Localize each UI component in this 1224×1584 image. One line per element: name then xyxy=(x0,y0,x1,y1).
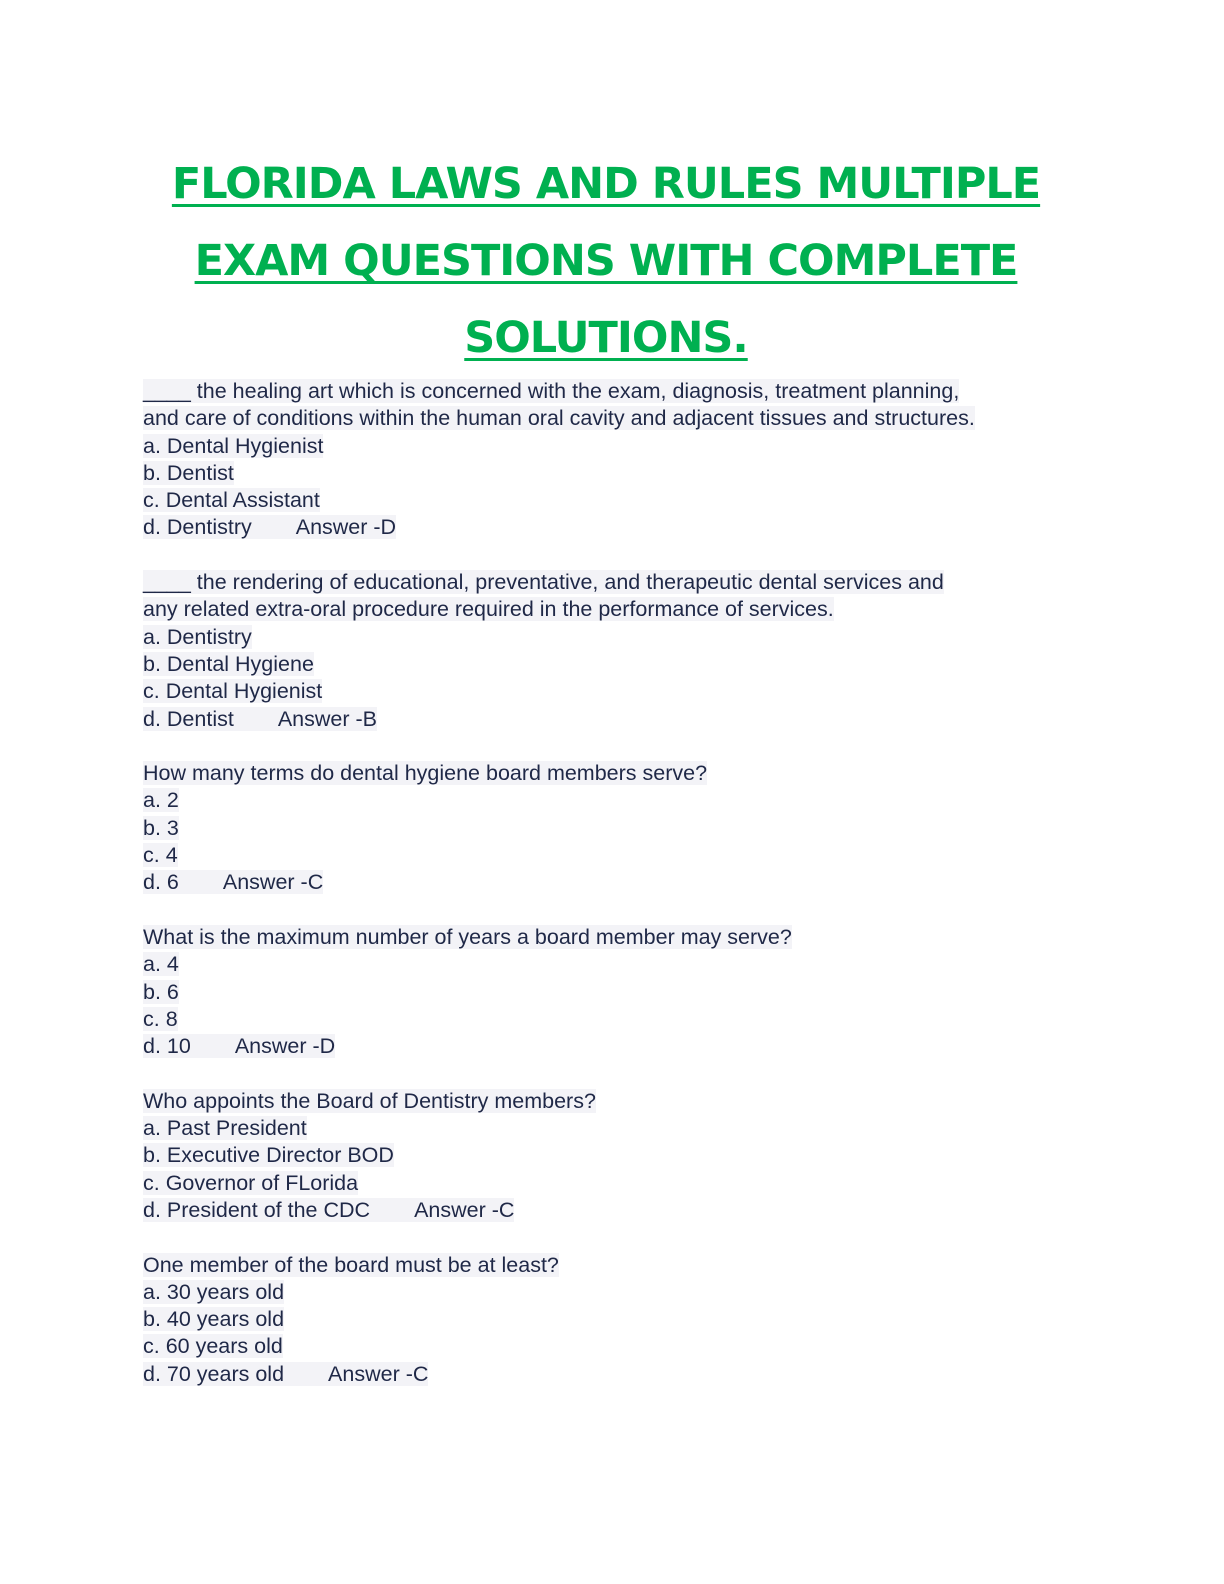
option-text xyxy=(143,707,377,731)
option-line xyxy=(143,815,1103,842)
option-line xyxy=(143,651,1103,678)
option-label: d. Dentist xyxy=(143,706,234,731)
option-label: c. Governor of FLorida xyxy=(143,1170,359,1195)
option-line xyxy=(143,1333,1103,1360)
option-text xyxy=(143,843,178,867)
question-text: ____ the rendering of educational, preventative, and therapeutic dental services and xyxy=(143,570,944,595)
option-label: c. 8 xyxy=(143,1006,178,1031)
option-label: b. Dental Hygiene xyxy=(143,651,314,676)
option-text xyxy=(143,1362,428,1386)
question-list xyxy=(143,378,1103,1415)
question-block xyxy=(143,760,1103,896)
option-label: a. 2 xyxy=(143,788,179,813)
option-line xyxy=(143,869,1103,896)
option-text xyxy=(143,1034,335,1058)
option-label: d. 6 xyxy=(143,870,179,895)
option-line xyxy=(143,1006,1103,1033)
option-line xyxy=(143,951,1103,978)
answer-text: Answer -C xyxy=(328,1361,429,1386)
option-line xyxy=(143,433,1103,460)
option-label: b. 6 xyxy=(143,979,179,1004)
option-text xyxy=(143,870,323,894)
option-line xyxy=(143,706,1103,733)
option-label: a. 30 years old xyxy=(143,1279,285,1304)
option-text xyxy=(143,1280,284,1304)
answer-text: Answer -D xyxy=(234,1034,336,1059)
question-block xyxy=(143,1252,1103,1388)
option-line xyxy=(143,1033,1103,1060)
option-line xyxy=(143,1306,1103,1333)
option-label: d. 10 xyxy=(143,1034,191,1059)
option-line xyxy=(143,1279,1103,1306)
option-text xyxy=(143,625,252,649)
option-text xyxy=(143,980,179,1004)
option-text xyxy=(143,1198,514,1222)
question-text: One member of the board must be at least? xyxy=(143,1252,559,1277)
question-block xyxy=(143,924,1103,1060)
option-label: a. Past President xyxy=(143,1116,307,1141)
question-block xyxy=(143,569,1103,733)
question-text-line xyxy=(143,405,1103,432)
question-text-line xyxy=(143,1088,1103,1115)
question-text-line xyxy=(143,924,1103,951)
option-text xyxy=(143,488,320,512)
option-text xyxy=(143,1007,178,1031)
option-text xyxy=(143,952,179,976)
option-line xyxy=(143,1361,1103,1388)
option-label: a. 4 xyxy=(143,952,179,977)
option-text xyxy=(143,515,396,539)
option-label: c. Dental Assistant xyxy=(143,488,320,513)
option-text xyxy=(143,1171,358,1195)
option-label: b. 3 xyxy=(143,815,179,840)
option-text xyxy=(143,788,179,812)
option-line xyxy=(143,1115,1103,1142)
answer-text: Answer -C xyxy=(414,1197,515,1222)
option-text xyxy=(143,1143,394,1167)
question-text: What is the maximum number of years a board member may serve? xyxy=(143,924,792,949)
question-text: Who appoints the Board of Dentistry members? xyxy=(143,1088,596,1113)
option-label: d. 70 years old xyxy=(143,1361,285,1386)
option-line xyxy=(143,487,1103,514)
question-text-line xyxy=(143,1252,1103,1279)
option-label: d. Dentistry xyxy=(143,515,252,540)
question-text-line xyxy=(143,760,1103,787)
option-text xyxy=(143,1334,283,1358)
option-line xyxy=(143,460,1103,487)
option-text xyxy=(143,679,322,703)
option-line xyxy=(143,624,1103,651)
option-line xyxy=(143,1170,1103,1197)
answer-text: Answer -D xyxy=(295,515,397,540)
option-line xyxy=(143,979,1103,1006)
option-line xyxy=(143,1197,1103,1224)
question-block xyxy=(143,1088,1103,1224)
document-title-text: FLORIDA LAWS AND RULES MULTIPLE EXAM QUESTIONS WITH COMPLETE SOLUTIONS. xyxy=(171,159,1041,363)
option-label: c. 60 years old xyxy=(143,1334,283,1359)
option-text xyxy=(143,434,323,458)
question-text-line xyxy=(143,596,1103,623)
option-line xyxy=(143,787,1103,814)
option-line xyxy=(143,514,1103,541)
option-line xyxy=(143,1142,1103,1169)
answer-text: Answer -B xyxy=(277,706,377,731)
option-label: b. Dentist xyxy=(143,460,234,485)
question-text: ____ the healing art which is concerned with the exam, diagnosis, treatment planning, xyxy=(143,379,960,403)
option-text xyxy=(143,461,234,485)
question-text: How many terms do dental hygiene board members serve? xyxy=(143,761,708,786)
option-label: d. President of the CDC xyxy=(143,1197,371,1222)
answer-text: Answer -C xyxy=(222,870,324,895)
option-label: b. 40 years old xyxy=(143,1307,285,1332)
question-text-line xyxy=(143,378,1103,405)
option-label: b. Executive Director BOD xyxy=(143,1143,394,1168)
option-label: c. 4 xyxy=(143,843,178,868)
option-label: a. Dental Hygienist xyxy=(143,433,324,458)
option-line xyxy=(143,842,1103,869)
option-label: a. Dentistry xyxy=(143,624,252,649)
option-text xyxy=(143,816,179,840)
question-text: and care of conditions within the human oral cavity and adjacent tissues and structures. xyxy=(143,406,975,431)
option-line xyxy=(143,678,1103,705)
document-title xyxy=(100,146,1112,377)
option-text xyxy=(143,1307,284,1331)
option-text xyxy=(143,652,314,676)
question-text: any related extra-oral procedure required in the performance of services. xyxy=(143,597,834,622)
question-text-line xyxy=(143,569,1103,596)
question-block xyxy=(143,378,1103,542)
option-text xyxy=(143,1116,307,1140)
option-label: c. Dental Hygienist xyxy=(143,679,323,704)
